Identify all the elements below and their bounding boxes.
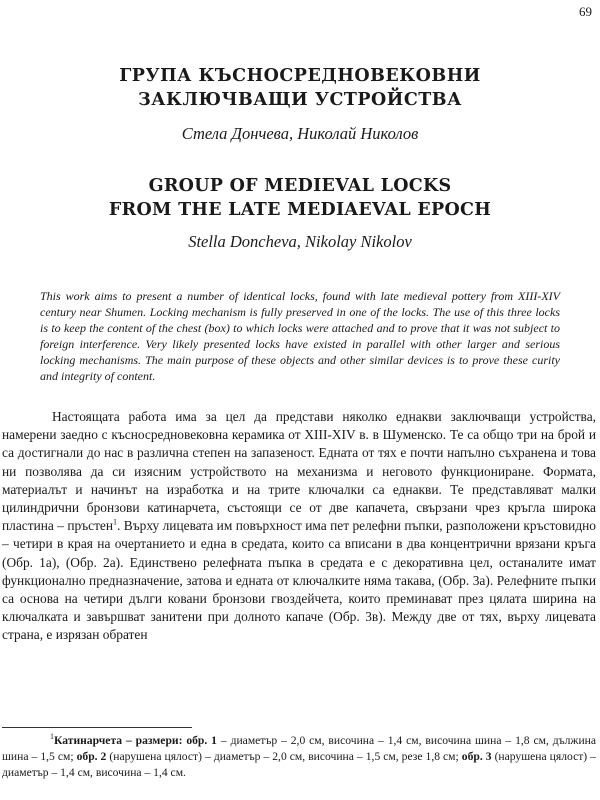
english-title-line-1: GROUP OF MEDIEVAL LOCKS [148,176,452,196]
english-title-line-2: FROM THE LATE MEDIAEVAL EPOCH [108,200,492,220]
abstract: This work aims to present a number of identical locks, found with late medieval pottery from XIII-XIV century near Shumen. Locking mechanism is fully preserved in one of the locks. The use of this three locks is to keep the content of the chest (box) to which locks were attached and to prove that it was not subject to foreign interference. Very likely presented locks have existed in parallel with other larger and serious locking mechanisms. The main purpose of these objects and other similar devices is to prove these curity and integrity of content. [40,289,560,383]
footnote-marker: 1 [50,732,54,742]
footnote-reference[interactable]: 1 [113,517,118,527]
footnote-bold-1: Катинарчета – размери: обр. 1 [54,734,217,747]
body-text-part-1: Настоящата работа има за цел да представи няколко еднакви заключващи устройства, намерени заедно с късносредновековна керамика от XIII-XIV в. в Шуменско. Те са общо три на брой и са достигнали до нас в различна степен на запазеност. Едната от тях е почти напълно съхранена и това ни позволява да си изясним устройството на механизма и неговото функциониране. Формата, материалът и начинът на изработка и на трите ключалки са еднакви. Те представляват малки цилиндрични бронзови катинарчета, състоящи се от две капачета, свързани чрез кръгла широка пластина – пръстен [2,409,596,534]
footnote-bold-2: обр. 2 [76,750,107,763]
page-number: 69 [579,4,592,19]
bulgarian-authors: Стела Дончева, Николай Николов [181,124,419,143]
english-title [0,174,600,222]
bulgarian-title-line-1: ГРУПА КЪСНОСРЕДНОВЕКОВНИ [119,66,481,86]
footnote-text-2: (нарушена цялост) – диаметър – 2,0 см, височина – 1,5 см, резе 1,8 см; [106,750,462,763]
english-authors: Stella Doncheva, Nikolay Nikolov [188,232,412,251]
footnote-text-3: (нарушена цялост) – диаметър – 1,4 см, височина – 1,4 см. [2,750,596,779]
body-paragraph [2,408,596,645]
body-text-part-2: . Върху лицевата им повърхност има пет релефни пъпки, разположени кръстовидно – четири в края на очертанието и една в средата, които са вписани в два концентрични врязани кръга (Обр. 1а), (Обр. 2а). Единственo релефната пъпка в средата е с декоративна цел, останалите имат функционално предназначение, затова и едната от ключалките няма такава, (Обр. 3а). Релефните пъпки са основа на четири дълги ковани бронзови гвоздейчета, които преминават през цялата ширина на ключалката и завършват занитени при долното капаче (Обр. 3в). Между две от тях, върху лицевата страна, е изрязан обратен [2,518,596,643]
footnote-text-1: – диаметър – 2,0 см, височина – 1,4 см, височина шина – 1,8 см, дължина шина – 1,5 см; [2,734,596,763]
footnote [2,733,596,781]
footnote-divider [2,727,192,728]
footnote-bold-3: обр. 3 [461,750,492,763]
bulgarian-title-line-2: ЗАКЛЮЧВАЩИ УСТРОЙСТВА [138,90,462,110]
bulgarian-title [0,64,600,112]
